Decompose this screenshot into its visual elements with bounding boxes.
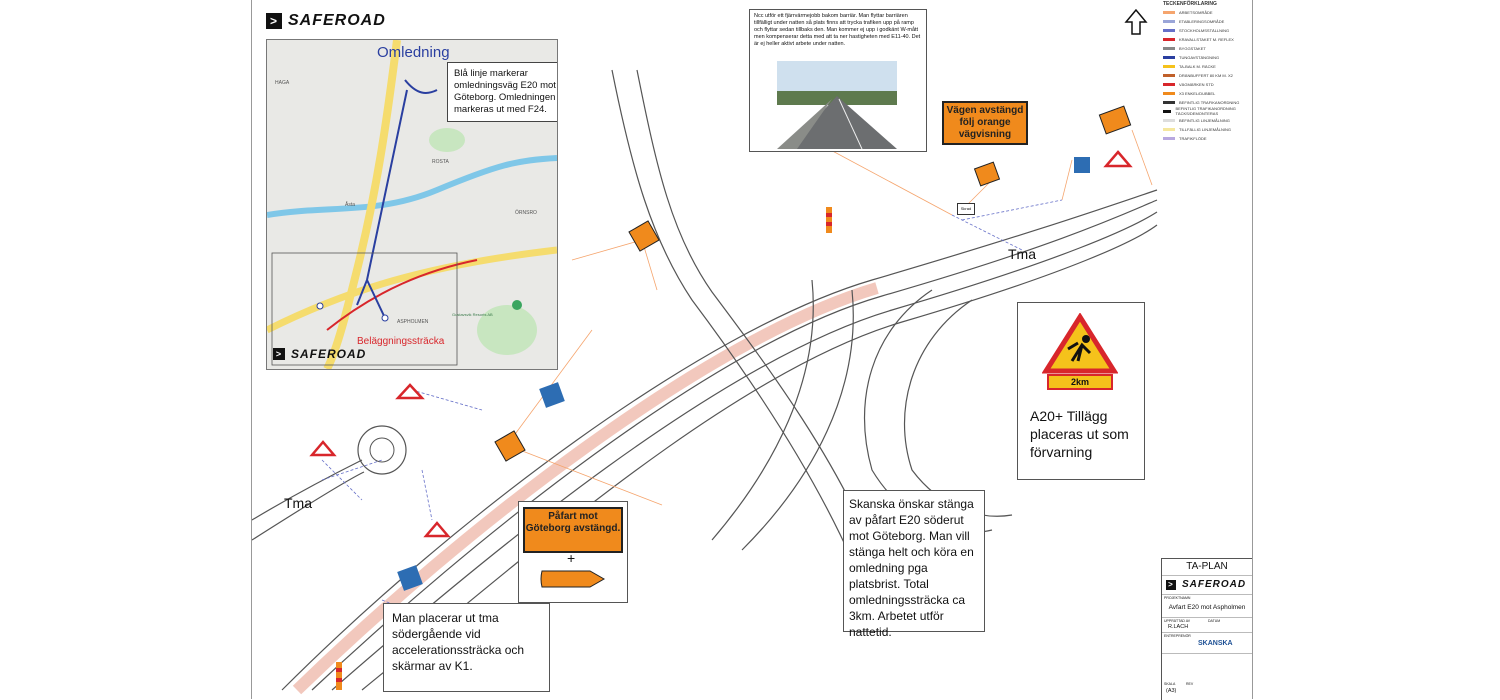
legend-item: TA-BALK M. RÄCKE: [1163, 62, 1249, 70]
legend-title: TECKENFÖRKLARING: [1163, 1, 1217, 7]
legend-item: ETABLERINGSOMRÅDE: [1163, 17, 1249, 25]
north-arrow-icon: [1126, 10, 1146, 34]
map-place-label: Gustavsvik Resorts AB: [452, 312, 493, 317]
small-board: Skrad: [957, 203, 975, 215]
drawing-sheet: [251, 0, 1253, 699]
map-place-label: Åsta: [345, 202, 356, 208]
detour-arrow-icon: [538, 568, 608, 590]
map-note: Blå linje markerar omledningsväg E20 mot Göteborg. Omledningen markeras ut med F24.: [447, 62, 558, 122]
road-photo: [777, 61, 897, 149]
map-place-label: ASPHOLMEN: [397, 319, 429, 325]
legend-item: TRAFIKFLÖDE: [1163, 134, 1249, 142]
tb-scale-row: SKALA (A3) REV: [1164, 682, 1194, 694]
tma-label-west: Tma: [284, 495, 312, 511]
skanska-box: [843, 490, 985, 639]
legend-item: STOCKHOLMSSTÄLLNING: [1163, 26, 1249, 34]
legend-item: KRAVALLSTAKET M. REFLEX: [1163, 35, 1249, 43]
tb-brand-row: [1162, 576, 1252, 595]
detour-map: [266, 39, 558, 370]
legend-item: BEFINTLIG TRAFIKANORDNING: [1163, 98, 1249, 106]
chevron-right-icon: >: [1166, 580, 1176, 590]
photo-note-text: Ncc utför ett fjärrvärmejobb bakom barriär. Man flyttar barriären tillfälligt under natten så plats finns att trycka trafiken upp på ramp och flyttar sedan tillbaks den. Man kommer ej upp i godkänt W-mått men kompenserar detta med att ta ner hastigheten med E11-40. Det är ej heller aktivt arbete under natten.: [754, 13, 921, 47]
map-red-label: Beläggningssträcka: [357, 336, 445, 347]
legend-item: BYGGSTAKET: [1163, 44, 1249, 52]
a20-sign-box: [1017, 302, 1145, 480]
tma-box: [383, 603, 550, 692]
tb-project-row: PROJEKTNAMN Avfart E20 mot Aspholmen: [1162, 595, 1252, 618]
chevron-right-icon: >: [266, 13, 282, 29]
tb-saferoad-logo: > SAFEROAD: [1166, 579, 1246, 590]
brand-name: SAFEROAD: [288, 12, 386, 29]
legend-item: ARBETSOMRÅDE: [1163, 8, 1249, 16]
title-block: [1161, 558, 1252, 700]
legend-item: BEFINTLIG LINJEMÅLNING: [1163, 116, 1249, 124]
tb-drawn-row: UPPRÄTTAD AV R.LACH DATUM: [1162, 618, 1252, 633]
legend-item: DRÄNBUFFERT 80 KM M. X2: [1163, 71, 1249, 79]
tma-text: Man placerar ut tma södergående vid accelerationssträcka och skärmar av K1.: [392, 611, 525, 673]
tma-label-east: Tma: [1008, 246, 1036, 262]
map-place-label: HAGA: [275, 80, 290, 86]
legend-item: TILLFÄLLIG LINJEMÅLNING: [1163, 125, 1249, 133]
tb-heading: TA-PLAN: [1162, 559, 1252, 576]
road-closed-sign: Vägen avstängd följ orange vägvisning: [942, 101, 1028, 145]
photo-note-box: [749, 9, 927, 152]
legend-item: X3 ENKEL/DUBBEL: [1163, 89, 1249, 97]
legend-item: TUNGAVSTÄNGNING: [1163, 53, 1249, 61]
skanska-text: Skanska önskar stänga av påfart E20 söderut mot Göteborg. Man vill stänga helt och köra en omledning pga platsbrist. Total omledningssträcka ca 3km. Arbetet utför nattetid.: [849, 497, 974, 639]
a20-text: A20+ Tillägg placeras ut som förvarning: [1030, 408, 1129, 460]
map-title: Omledning: [377, 44, 450, 61]
plus-label: +: [567, 550, 576, 566]
legend-item: VÄGMÄRKEN STD: [1163, 80, 1249, 88]
legend-item: BEFINTLIG TRAFIKANORDNING TÄCKS/DEMONTERAS: [1163, 107, 1249, 115]
ramp-closed-box: [518, 501, 628, 603]
map-place-label: ÖRNSRO: [515, 210, 537, 216]
saferoad-logo: [266, 12, 386, 30]
map-place-label: ROSTA: [432, 159, 449, 165]
chevron-right-icon: >: [273, 348, 285, 360]
distance-plate: 2km: [1070, 377, 1089, 387]
tb-client-row: ENTREPRENÖR SKANSKA: [1162, 633, 1252, 654]
ramp-closed-sign: Påfart mot Göteborg avstängd.: [523, 507, 623, 553]
map-saferoad-logo: > SAFEROAD: [273, 347, 366, 361]
